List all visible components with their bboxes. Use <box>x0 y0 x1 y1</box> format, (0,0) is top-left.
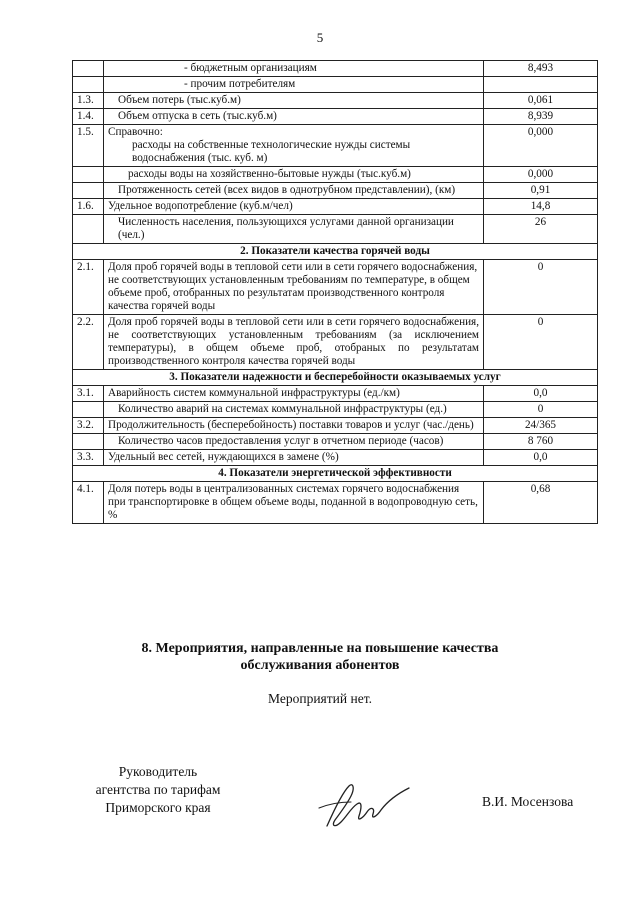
indicators-table <box>72 60 598 524</box>
heading-line: обслуживания абонентов <box>240 658 400 673</box>
row-label: Доля проб горячей воды в тепловой сети или в сети горячего водоснабжения, не соответствующих установленным требованиям (за исключением температуры), в общем объеме проб, отобраных по результатам производственного контроля качества горячей воды <box>104 315 484 370</box>
row-value: 8 760 <box>484 434 598 450</box>
table-row <box>73 125 598 167</box>
row-number <box>73 402 104 418</box>
row-number: 2.2. <box>73 315 104 370</box>
row-label: Удельный вес сетей, нуждающихся в замене (%) <box>104 450 484 466</box>
table-row <box>73 402 598 418</box>
handwritten-signature <box>305 778 415 838</box>
row-label-line: Справочно: <box>108 126 163 138</box>
row-value: 0,000 <box>484 125 598 167</box>
table-row <box>73 418 598 434</box>
signatory-line: Руководитель <box>118 764 198 779</box>
row-value: 26 <box>484 215 598 244</box>
table-row <box>73 77 598 93</box>
row-label: Количество аварий на системах коммунальной инфраструктуры (ед.) <box>104 402 484 418</box>
table-row <box>73 167 598 183</box>
row-number: 2.1. <box>73 260 104 315</box>
row-value: 0,0 <box>484 450 598 466</box>
row-number: 1.4. <box>73 109 104 125</box>
table-row <box>73 260 598 315</box>
row-value: 8,493 <box>484 61 598 77</box>
row-value: 0,061 <box>484 93 598 109</box>
table-row <box>73 109 598 125</box>
row-value: 0 <box>484 315 598 370</box>
row-label: Удельное водопотребление (куб.м/чел) <box>104 199 484 215</box>
heading-line: 8. Мероприятия, направленные на повышение качества <box>141 641 499 656</box>
table-row <box>73 61 598 77</box>
table-row <box>73 93 598 109</box>
row-number: 1.3. <box>73 93 104 109</box>
signatory-title <box>88 763 228 817</box>
row-value: 14,8 <box>484 199 598 215</box>
row-number: 4.1. <box>73 482 104 524</box>
row-value: 8,939 <box>484 109 598 125</box>
row-label: Численность населения, пользующихся услугами данной организации (чел.) <box>104 215 484 244</box>
row-value <box>484 77 598 93</box>
row-number <box>73 434 104 450</box>
section-title: 4. Показатели энергетической эффективности <box>73 466 598 482</box>
row-label <box>104 125 484 167</box>
table-row <box>73 386 598 402</box>
row-label: Продолжительность (бесперебойность) поставки товаров и услуг (час./день) <box>104 418 484 434</box>
row-label: Объем отпуска в сеть (тыс.куб.м) <box>104 109 484 125</box>
row-label: Доля потерь воды в централизованных системах горячего водоснабжения при транспортировке в общем объеме воды, поданной в водопроводную сеть, % <box>104 482 484 524</box>
signatory-line: агентства по тарифам <box>95 782 221 797</box>
row-number: 1.5. <box>73 125 104 167</box>
table-row <box>73 183 598 199</box>
table-row <box>73 482 598 524</box>
row-number <box>73 167 104 183</box>
row-value: 0,68 <box>484 482 598 524</box>
signatory-line: Приморского края <box>105 800 211 815</box>
table-row <box>73 199 598 215</box>
row-label: - прочим потребителям <box>104 77 484 93</box>
section-8-heading <box>0 640 640 674</box>
table-row <box>73 450 598 466</box>
row-value: 24/365 <box>484 418 598 434</box>
row-number <box>73 183 104 199</box>
row-value: 0 <box>484 260 598 315</box>
table-row <box>73 215 598 244</box>
signatory-name: В.И. Мосензова <box>482 794 574 809</box>
section-row <box>73 370 598 386</box>
table-row <box>73 434 598 450</box>
row-label: Объем потерь (тыс.куб.м) <box>104 93 484 109</box>
table-row <box>73 315 598 370</box>
section-row <box>73 466 598 482</box>
row-label-line: расходы на собственные технологические нужды системы водоснабжения (тыс. куб. м) <box>132 139 411 164</box>
row-label: - бюджетным организациям <box>104 61 484 77</box>
page-number: 5 <box>316 30 324 45</box>
no-measures-text: Мероприятий нет. <box>268 691 372 706</box>
row-label: Количество часов предоставления услуг в отчетном периоде (часов) <box>104 434 484 450</box>
row-number: 3.3. <box>73 450 104 466</box>
row-number <box>73 215 104 244</box>
row-label: расходы воды на хозяйственно-бытовые нужды (тыс.куб.м) <box>104 167 484 183</box>
row-number: 3.2. <box>73 418 104 434</box>
row-value: 0,000 <box>484 167 598 183</box>
row-label: Доля проб горячей воды в тепловой сети или в сети горячего водоснабжения, не соответствующих установленным требованиям по температуре, в общем объеме проб, отобранных по результатам производственного контроля качества горячей воды <box>104 260 484 315</box>
row-label: Аварийность систем коммунальной инфраструктуры (ед./км) <box>104 386 484 402</box>
row-number: 3.1. <box>73 386 104 402</box>
row-value: 0,0 <box>484 386 598 402</box>
section-title: 3. Показатели надежности и бесперебойности оказываемых услуг <box>73 370 598 386</box>
section-title: 2. Показатели качества горячей воды <box>73 244 598 260</box>
row-value: 0 <box>484 402 598 418</box>
section-row <box>73 244 598 260</box>
row-value: 0,91 <box>484 183 598 199</box>
row-number <box>73 77 104 93</box>
row-number <box>73 61 104 77</box>
row-number: 1.6. <box>73 199 104 215</box>
row-label: Протяженность сетей (всех видов в однотрубном представлении), (км) <box>104 183 484 199</box>
